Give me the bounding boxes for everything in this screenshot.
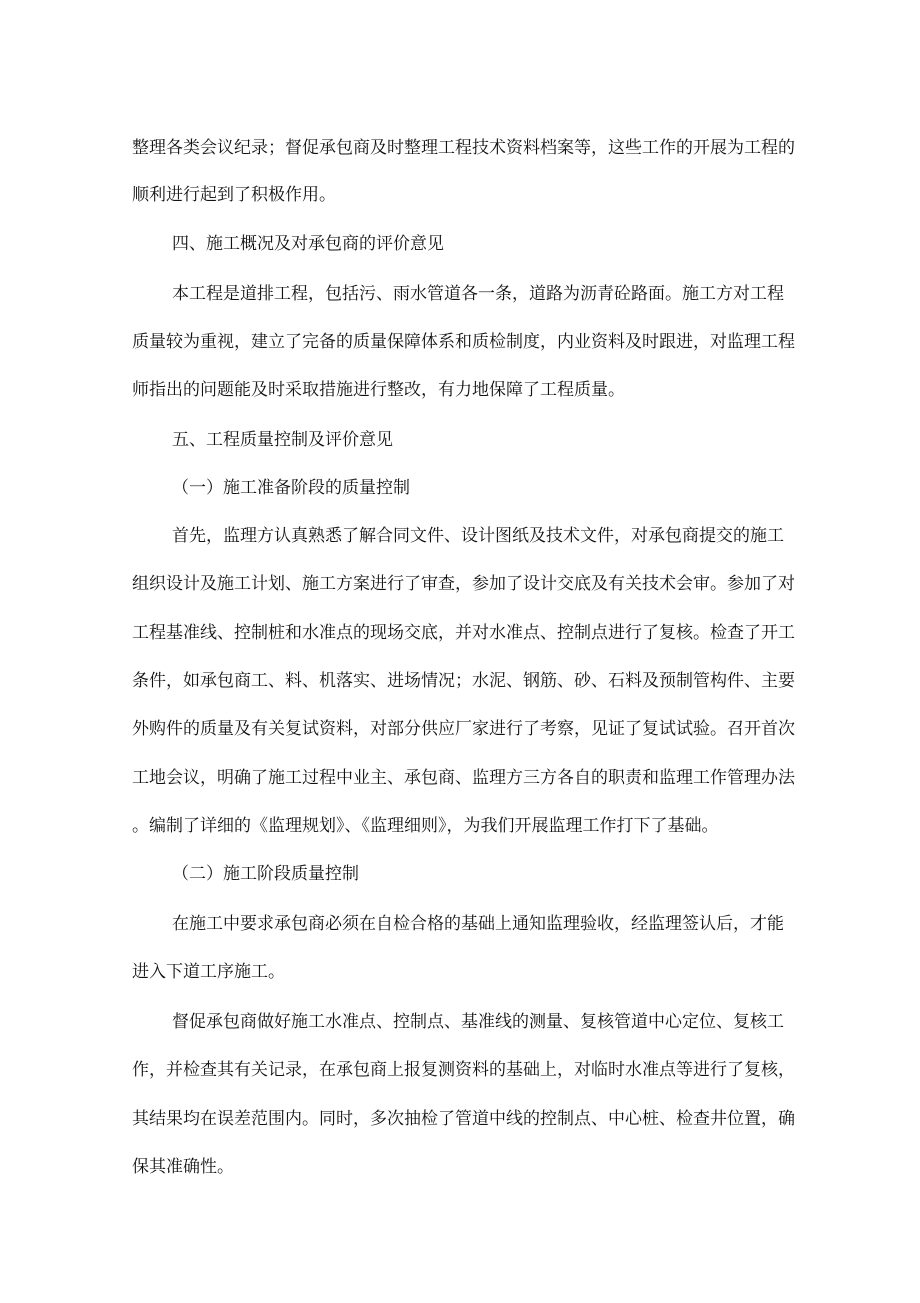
text-line: 在施工中要求承包商必须在自检合格的基础上通知监理验收，经监理签认后，才能 xyxy=(172,914,784,934)
text-line: 作，并检查其有关记录，在承包商上报复测资料的基础上，对临时水准点等进行了复核， xyxy=(132,1060,795,1080)
text-line: 其结果均在误差范围内。同时，多次抽检了管道中线的控制点、中心桩、检查井位置，确 xyxy=(132,1109,795,1129)
text-line: 整理各类会议纪录；督促承包商及时整理工程技术资料档案等，这些工作的开展为工程的 xyxy=(132,138,795,158)
text-line: 。编制了详细的《监理规划》、《监理细则》，为我们开展监理工作打下了基础。 xyxy=(132,816,719,836)
subsection-heading: （一）施工准备阶段的质量控制 xyxy=(172,478,410,498)
text-line: 质量较为重视，建立了完备的质量保障体系和质检制度，内业资料及时跟进，对监理工程 xyxy=(132,332,795,352)
text-line: 条件，如承包商工、料、机落实、进场情况；水泥、钢筋、砂、石料及预制管构件、主要 xyxy=(132,671,795,691)
text-line: 外购件的质量及有关复试资料，对部分供应厂家进行了考察，见证了复试试验。召开首次 xyxy=(132,719,795,739)
text-line: 进入下道工序施工。 xyxy=(132,962,285,982)
text-line: 首先，监理方认真熟悉了解合同文件、设计图纸及技术文件，对承包商提交的施工 xyxy=(172,526,784,546)
text-line: 顺利进行起到了积极作用。 xyxy=(132,185,336,205)
text-line: 保其准确性。 xyxy=(132,1157,234,1177)
text-line: 工地会议，明确了施工过程中业主、承包商、监理方三方各自的职责和监理工作管理办法 xyxy=(132,768,795,788)
text-line: 工程基准线、控制桩和水准点的现场交底，并对水准点、控制点进行了复核。检查了开工 xyxy=(132,623,795,643)
text-line: 本工程是道排工程，包括污、雨水管道各一条，道路为沥青砼路面。施工方对工程 xyxy=(172,284,784,304)
text-line: 督促承包商做好施工水准点、控制点、基准线的测量、复核管道中心定位、复核工 xyxy=(172,1012,784,1032)
text-line: 组织设计及施工计划、施工方案进行了审查，参加了设计交底及有关技术会审。参加了对 xyxy=(132,574,795,594)
section-heading: 五、工程质量控制及评价意见 xyxy=(172,430,393,450)
subsection-heading: （二）施工阶段质量控制 xyxy=(172,864,359,884)
text-line: 师指出的问题能及时采取措施进行整改，有力地保障了工程质量。 xyxy=(132,380,625,400)
section-heading: 四、施工概况及对承包商的评价意见 xyxy=(172,234,444,254)
